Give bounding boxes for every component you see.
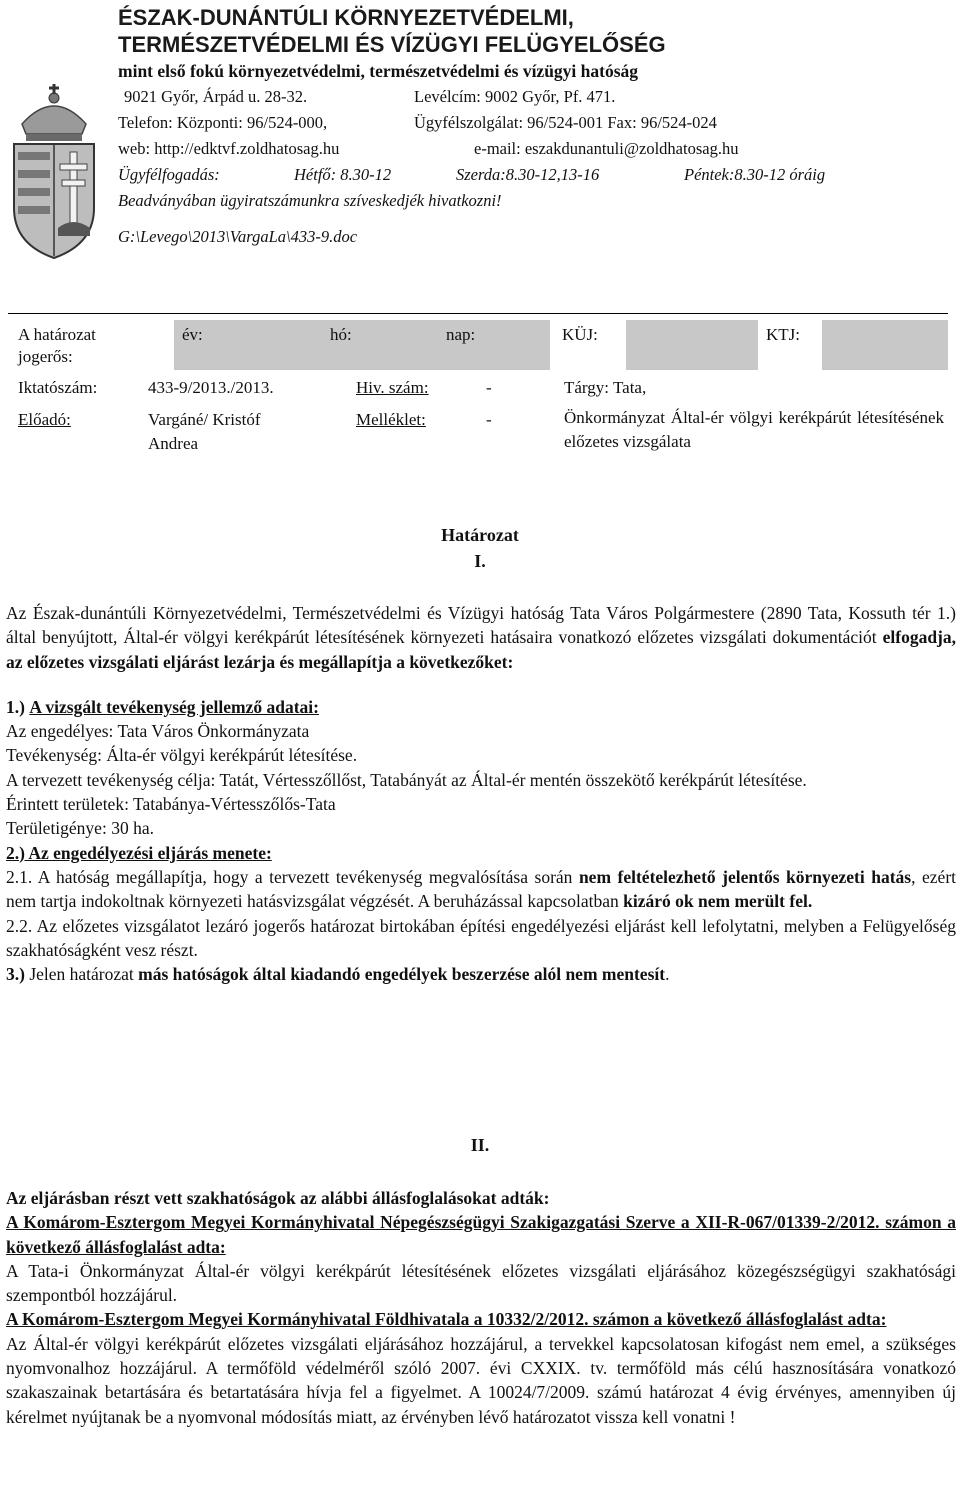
hours-monday: Hétfő: 8.30-12 <box>294 165 392 184</box>
service-fax: Ügyfélszolgálat: 96/524-001 Fax: 96/524-024 <box>414 113 717 132</box>
paragraph-3 <box>6 962 956 986</box>
org-name-line1: ÉSZAK-DUNÁNTÚLI KÖRNYEZETVÉDELMI, <box>118 5 574 30</box>
authority-2-heading-text: A Komárom-Esztergom Megyei Kormányhivatal Földhivatala a 10332/2/2012. számon a következő állásfoglalást adta: <box>6 1309 887 1330</box>
email-link[interactable]: e-mail: eszakdunantuli@zoldhatosag.hu <box>474 139 739 158</box>
date-fields-box <box>174 320 550 370</box>
activity: Tevékenység: Álta-ér völgyi kerékpárút létesítése. <box>6 745 358 766</box>
heading-2 <box>6 841 956 865</box>
letterhead <box>118 4 948 250</box>
attachment-value: - <box>486 410 492 429</box>
day-label: nap: <box>446 325 476 344</box>
authority-2-text: Az Által-ér völgyi kerékpárút előzetes vizsgálati eljárásához hozzájárul, a tervekkel kapcsolatosan kifogást nem emel, a szükséges nyomvonalhoz hozzájárul. A termőföld védelméről szóló 2007. évi CXXIX. tv. termőföld más célú hasznosítására vonatkozó szakaszainak betartására és betartatására hívja fel a figyelmet. A 10024/7/2009. számú határozat 4 évig érvényes, amennyiben új kérelmet nyújtanak be a nyomvonal módosítás miatt, az érvényben lévő határozatot vissza kell vonatni ! <box>6 1333 956 1427</box>
ktj-label: KTJ: <box>766 325 800 344</box>
hours-label: Ügyfélfogadás: <box>118 165 220 184</box>
ktj-field <box>822 320 948 370</box>
web-link[interactable]: web: http://edktvf.zoldhatosag.hu <box>118 139 340 158</box>
heading-1-text: A vizsgált tevékenység jellemző adatai: <box>29 696 319 717</box>
areas: Érintett területek: Tatabánya-Vértesszőlős-Tata <box>6 794 336 815</box>
intro-text: Az Észak-dunántúli Környezetvédelmi, Természetvédelmi és Vízügyi hatóság Tata Város Polgármestere (2890 Tata, Kossuth tér 1.) által benyújtott, Által-ér völgyi kerékpárút létesítésének környezeti hatásaira vonatkozó előzetes vizsgálati dokumentációt <box>6 603 956 648</box>
org-subtitle: mint első fokú környezetvédelmi, természetvédelmi és vízügyi hatóság <box>118 61 639 81</box>
authority-1-heading-text: A Komárom-Esztergom Megyei Kormányhivatal Népegészségügyi Szakigazgatási Szerve a XII-R-067/01339-2/2012. számon a következő állásfoglalást adta: <box>6 1212 956 1257</box>
heading-2-text: 2.) Az engedélyezési eljárás menete: <box>6 842 272 863</box>
section-1-heading: I. <box>474 551 486 571</box>
decision-title: Határozat <box>441 525 519 545</box>
file-number: 433-9/2013./2013. <box>148 378 274 397</box>
attachment-label: Melléklet: <box>356 410 426 429</box>
ref-number-value: - <box>486 378 492 397</box>
p3-text-b: más hatóságok által kiadandó engedélyek beszerzése alól nem mentesít <box>138 964 666 985</box>
section-2-body <box>6 1186 956 1429</box>
section-1-body <box>6 601 956 986</box>
authority-2-heading <box>6 1307 956 1331</box>
officer-name-line2: Andrea <box>148 434 199 453</box>
paragraph-2-1 <box>6 865 956 914</box>
subject-text: Önkormányzat Által-ér völgyi kerékpárút létesítésének előzetes vizsgálata <box>564 408 944 451</box>
area-size: Területigénye: 30 ha. <box>6 818 154 839</box>
org-name-line2: TERMÉSZETVÉDELMI ÉS VÍZÜGYI FELÜGYELŐSÉG <box>118 32 666 57</box>
file-number-label: Iktatószám: <box>18 378 98 397</box>
officer-name-line1: Vargáné/ Kristóf <box>148 410 261 429</box>
authority-1-text: A Tata-i Önkormányzat Által-ér völgyi kerékpárút létesítésének előzetes vizsgálati eljárásához közegészségügyi szakhatósági szempontból hozzájárul. <box>6 1260 956 1306</box>
section-2-intro-text: Az eljárásban részt vett szakhatóságok az alábbi állásfoglalásokat adták: <box>6 1188 550 1208</box>
section-2-intro <box>6 1186 956 1210</box>
heading-1-number: 1.) <box>6 696 25 717</box>
kuj-field <box>626 320 758 370</box>
month-label: hó: <box>330 325 352 344</box>
year-label: év: <box>182 325 203 344</box>
kuj-label: KÜJ: <box>562 325 598 344</box>
final-label-2: jogerős: <box>18 347 73 366</box>
authority-1-heading <box>6 1210 956 1259</box>
officer-label: Előadó: <box>18 410 71 429</box>
p21-text-a: 2.1. A hatóság megállapítja, hogy a tervezett tevékenység megvalósítása során <box>6 866 573 887</box>
paragraph-2-2: 2.2. Az előzetes vizsgálatot lezáró jogerős határozat birtokában építési engedélyezési eljárást kell lefolytatni, melyben a Felügyelőség szakhatóságként vesz részt. <box>6 915 956 960</box>
hungarian-coat-of-arms-icon <box>4 80 104 260</box>
p21-text-c: , ezért nem tartja indokoltnak környezeti hatásvizsgálat végzését. A beruházással kapcsolatban <box>6 866 957 912</box>
ref-number-label: Hiv. szám: <box>356 378 429 397</box>
postal-address: Levélcím: 9002 Győr, Pf. 471. <box>414 87 616 106</box>
purpose: A tervezett tevékenység célja: Tatát, Vértesszőllőst, Tatabányát az Által-ér mentén összekötő kerékpárút létesítése. <box>6 769 807 790</box>
file-path: G:\Levego\2013\VargaLa\433-9.doc <box>118 227 358 246</box>
subject-label: Tárgy: Tata, <box>564 378 647 397</box>
licensee: Az engedélyes: Tata Város Önkormányzata <box>6 721 310 742</box>
p3-text-c: . <box>665 964 670 985</box>
section-2-heading: II. <box>470 1135 490 1155</box>
final-label: A határozat <box>18 325 96 344</box>
intro-paragraph <box>6 601 956 674</box>
reference-note: Beadványában ügyiratszámunkra szíveskedjék hivatkozni! <box>118 191 502 210</box>
p21-text-d: kizáró ok nem merült fel. <box>623 891 813 912</box>
address: 9021 Győr, Árpád u. 28-32. <box>124 87 308 106</box>
phone: Telefon: Központi: 96/524-000, <box>118 113 328 132</box>
hours-wednesday: Szerda:8.30-12,13-16 <box>456 165 600 184</box>
hours-friday: Péntek:8.30-12 óráig <box>684 165 826 184</box>
header-rule <box>8 313 948 314</box>
p3-text-a: Jelen határozat <box>29 964 134 985</box>
heading-1 <box>6 695 956 719</box>
p21-text-b: nem feltételezhető jelentős környezeti hatás <box>578 866 912 887</box>
p3-number: 3.) <box>6 964 25 985</box>
intro-decision: elfogadja, az előzetes vizsgálati eljárást lezárja és megállapítja a következőket: <box>6 627 957 672</box>
